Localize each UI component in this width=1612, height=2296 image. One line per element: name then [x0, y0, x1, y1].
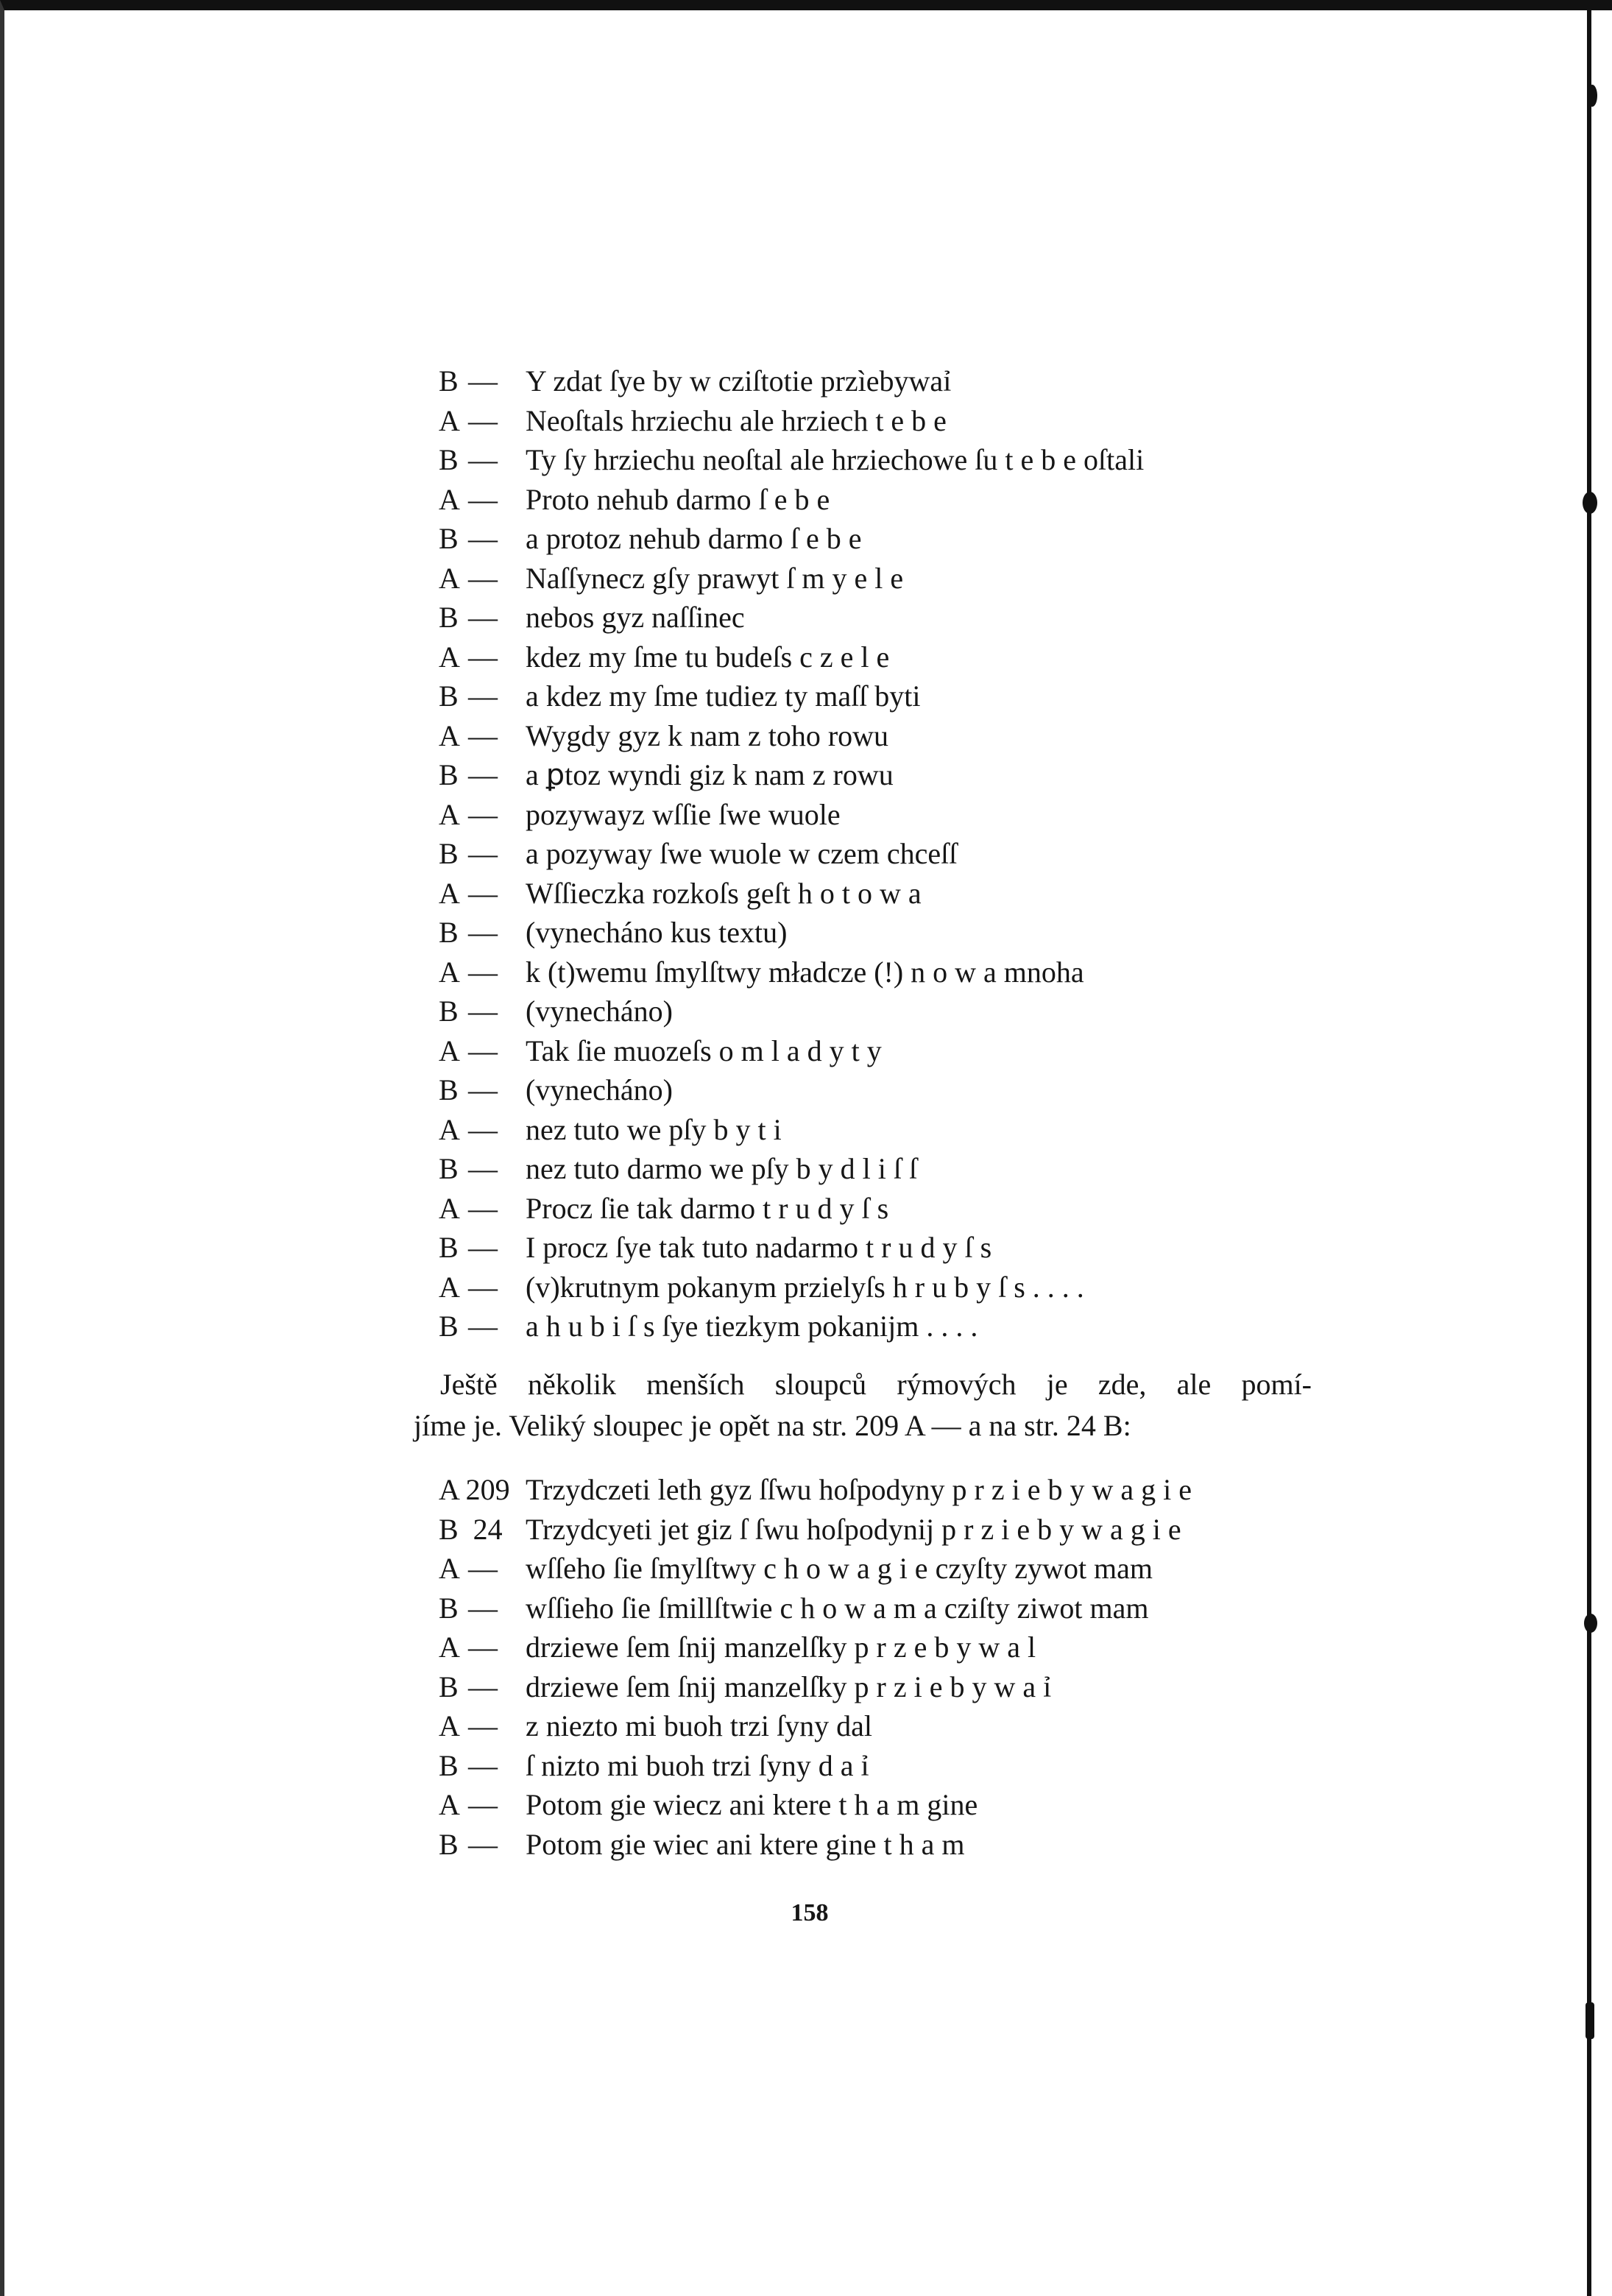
- poem-line: [439, 955, 1322, 995]
- speaker-label: B: [439, 443, 459, 476]
- dash-separator: —: [468, 916, 498, 949]
- poem-line: [439, 915, 1322, 955]
- speaker-label: B: [439, 837, 459, 870]
- verse-text: drziewe ſem ſnij manzelſky p r z i e b y w a ỉ: [526, 1670, 1052, 1703]
- dash-separator: —: [468, 1709, 498, 1742]
- dash-separator: —: [468, 876, 498, 910]
- verse-text: kdez my ſme tu budeſs c z e l e: [526, 640, 890, 674]
- dash-separator: —: [468, 482, 498, 516]
- speaker-label: B: [439, 522, 459, 555]
- verse-text: Wſſieczka rozkoſs geſt h o t o w a: [526, 876, 922, 910]
- verse-text: Trzydczeti leth gyz ſſwu hoſpodyny p r z i e b y w a g i e: [526, 1473, 1192, 1506]
- speaker-label: B: [439, 1748, 459, 1782]
- verse-text: Trzydcyeti jet giz ſ ſwu hoſpodynij p r z i e b y w a g i e: [526, 1512, 1181, 1546]
- speaker-label: B: [439, 1073, 459, 1106]
- verse-text: ſ nizto mi buoh trzi ſyny d a ỉ: [526, 1748, 869, 1782]
- poem-column-one: [439, 364, 1322, 1349]
- page-number: 158: [791, 1899, 829, 1926]
- verse-text: Proto nehub darmo ſ e b e: [526, 482, 830, 516]
- dash-separator: —: [468, 1631, 498, 1664]
- speaker-label: A: [439, 1788, 460, 1821]
- dash-separator: —: [468, 443, 498, 476]
- dash-separator: —: [468, 995, 498, 1028]
- verse-text: a h u b i ſ s ſye tiezkym pokanijm . . . .: [526, 1310, 978, 1343]
- verse-text: wſſieho ſie ſmillſtwie c h o w a m a cziſty ziwot mam: [526, 1591, 1149, 1625]
- poem-line: [439, 1827, 1322, 1867]
- poem-line: [439, 797, 1322, 837]
- verse-text: (v)krutnym pokanym przielyſs h r u b y ſ s . . . .: [526, 1270, 1084, 1304]
- poem-line: [439, 1151, 1322, 1191]
- dash-separator: —: [468, 640, 498, 674]
- dash-separator: —: [468, 1788, 498, 1821]
- verse-text: Wygdy gyz k nam z toho rowu: [526, 718, 889, 752]
- verse-text: Procz ſie tak darmo t r u d y ſ s: [526, 1191, 889, 1225]
- dash-separator: —: [468, 1670, 498, 1703]
- speaker-label: A: [439, 1112, 460, 1146]
- poem-line: [439, 561, 1322, 601]
- poem-line: [439, 1309, 1322, 1349]
- verse-text: a pozyway ſwe wuole w czem chceſſ: [526, 837, 958, 870]
- speaker-label: A: [439, 876, 460, 910]
- dash-separator: —: [468, 1073, 498, 1106]
- speaker-page-reference: A 209: [439, 1473, 510, 1506]
- speaker-label: A: [439, 1034, 460, 1067]
- speaker-label: B: [439, 758, 459, 791]
- poem-line: [439, 1230, 1322, 1270]
- poem-line: [439, 442, 1322, 482]
- verse-text: Tak ſie muozeſs o m l a d y t y: [526, 1034, 882, 1067]
- speaker-label: A: [439, 1270, 460, 1304]
- speaker-label: A: [439, 1709, 460, 1742]
- verse-text: pozywayz wſſie ſwe wuole: [526, 797, 841, 831]
- poem-line: [439, 1073, 1322, 1112]
- poem-line: [439, 836, 1322, 876]
- poem-line: [439, 1551, 1322, 1591]
- poem-line: [439, 1591, 1322, 1631]
- verse-text: nez tuto darmo we pſy b y d l i ſ ſ: [526, 1152, 918, 1185]
- poem-line: [439, 1670, 1322, 1709]
- dash-separator: —: [468, 1827, 498, 1861]
- dash-separator: —: [468, 797, 498, 831]
- dash-separator: —: [468, 561, 498, 595]
- speaker-label: A: [439, 403, 460, 437]
- poem-line: [439, 1709, 1322, 1748]
- verse-text: (vynecháno): [526, 995, 673, 1028]
- dash-separator: —: [468, 718, 498, 752]
- verse-text: z niezto mi buoh trzi ſyny dal: [526, 1709, 872, 1742]
- dash-separator: —: [468, 837, 498, 870]
- speaker-label: B: [439, 601, 459, 634]
- verse-text: (vynecháno): [526, 1073, 673, 1106]
- speaker-label: A: [439, 561, 460, 595]
- verse-text: wſſeho ſie ſmylſtwy c h o w a g i e czyſty zywot mam: [526, 1552, 1153, 1585]
- dash-separator: —: [468, 1552, 498, 1585]
- speaker-label: A: [439, 1191, 460, 1225]
- poem-line: [439, 994, 1322, 1034]
- poem-line: [439, 1512, 1322, 1552]
- poem-column-two: [439, 1472, 1322, 1866]
- page-edge-shadow: [1587, 10, 1591, 2296]
- scan-speck: [1583, 492, 1597, 514]
- poem-line: [439, 1270, 1322, 1310]
- speaker-label: A: [439, 1631, 460, 1664]
- poem-line: [439, 876, 1322, 916]
- speaker-label: A: [439, 482, 460, 516]
- poem-line: [439, 1472, 1322, 1512]
- speaker-label: A: [439, 718, 460, 752]
- speaker-label: A: [439, 640, 460, 674]
- dash-separator: —: [468, 601, 498, 634]
- poem-line: [439, 521, 1322, 561]
- verse-text: a ꝑtoz wyndi giz k nam z rowu: [526, 758, 894, 791]
- speaker-label: B: [439, 679, 459, 713]
- poem-line: [439, 1034, 1322, 1073]
- dash-separator: —: [468, 1748, 498, 1782]
- poem-line: [439, 482, 1322, 522]
- verse-text: k (t)wemu ſmylſtwy mładcze (!) n o w a mnoha: [526, 955, 1084, 989]
- speaker-label: A: [439, 955, 460, 989]
- dash-separator: —: [468, 1310, 498, 1343]
- poem-line: [439, 757, 1322, 797]
- verse-text: Potom gie wiecz ani ktere t h a m gine: [526, 1788, 978, 1821]
- verse-text: nez tuto we pſy b y t i: [526, 1112, 782, 1146]
- dash-separator: —: [468, 679, 498, 713]
- paragraph-line: Ještě několik menších sloupců rýmových je zde, ale pomí-: [440, 1368, 1312, 1401]
- dash-separator: —: [468, 1231, 498, 1264]
- dash-separator: —: [468, 1270, 498, 1304]
- scan-speck: [1586, 2002, 1594, 2039]
- poem-line: [439, 679, 1322, 718]
- speaker-label: B: [439, 916, 459, 949]
- dash-separator: —: [468, 364, 498, 398]
- poem-line: [439, 600, 1322, 640]
- verse-text: Naſſynecz gſy prawyt ſ m y e l e: [526, 561, 904, 595]
- paragraph-line: jíme je. Veliký sloupec je opět na str. 209 A — a na str. 24 B:: [414, 1409, 1131, 1442]
- dash-separator: —: [468, 1152, 498, 1185]
- scan-speck: [1587, 85, 1597, 107]
- speaker-label: B: [439, 364, 459, 398]
- dash-separator: —: [468, 1112, 498, 1146]
- dash-separator: —: [468, 758, 498, 791]
- poem-line: [439, 640, 1322, 679]
- dash-separator: —: [468, 403, 498, 437]
- speaker-label: B: [439, 1310, 459, 1343]
- verse-text: nebos gyz naſſinec: [526, 601, 745, 634]
- speaker-label: A: [439, 1552, 460, 1585]
- poem-line: [439, 1748, 1322, 1788]
- poem-line: [439, 403, 1322, 443]
- speaker-label: A: [439, 797, 460, 831]
- speaker-label: B: [439, 995, 459, 1028]
- poem-line: [439, 1112, 1322, 1152]
- dash-separator: —: [468, 522, 498, 555]
- dash-separator: —: [468, 1191, 498, 1225]
- speaker-label: B: [439, 1152, 459, 1185]
- speaker-label: B: [439, 1670, 459, 1703]
- poem-line: [439, 1191, 1322, 1231]
- verse-text: (vynecháno kus textu): [526, 916, 788, 949]
- speaker-page-reference: B 24: [439, 1512, 503, 1546]
- scan-speck: [1584, 1614, 1597, 1633]
- dash-separator: —: [468, 1591, 498, 1625]
- dash-separator: —: [468, 1034, 498, 1067]
- verse-text: Potom gie wiec ani ktere gine t h a m: [526, 1827, 965, 1861]
- speaker-label: B: [439, 1827, 459, 1861]
- speaker-label: B: [439, 1231, 459, 1264]
- verse-text: drziewe ſem ſnij manzelſky p r z e b y w a l: [526, 1631, 1036, 1664]
- verse-text: Ty ſy hrziechu neoſtal ale hrziechowe ſu t e b e oſtali: [526, 443, 1145, 476]
- verse-text: a kdez my ſme tudiez ty maſſ byti: [526, 679, 921, 713]
- poem-line: [439, 1787, 1322, 1827]
- poem-line: [439, 364, 1322, 403]
- verse-text: a protoz nehub darmo ſ e b e: [526, 522, 862, 555]
- commentary-paragraph: [414, 1364, 1312, 1447]
- verse-text: I procz ſye tak tuto nadarmo t r u d y ſ s: [526, 1231, 992, 1264]
- verse-text: Y zdat ſye by w cziſtotie przìebywaỉ: [526, 364, 952, 398]
- poem-line: [439, 718, 1322, 758]
- poem-line: [439, 1630, 1322, 1670]
- speaker-label: B: [439, 1591, 459, 1625]
- verse-text: Neoſtals hrziechu ale hrziech t e b e: [526, 403, 947, 437]
- dash-separator: —: [468, 955, 498, 989]
